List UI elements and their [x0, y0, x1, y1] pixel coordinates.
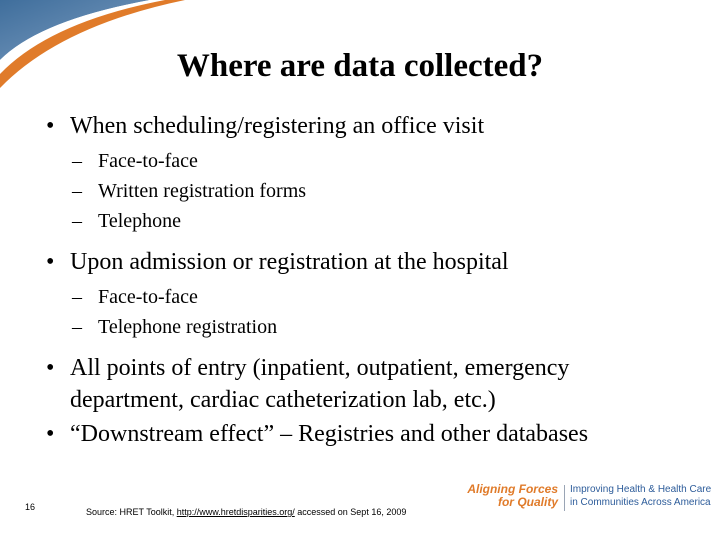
- sub-item: [72, 312, 686, 342]
- sub-text: Face-to-face: [98, 150, 198, 172]
- sub-item: [72, 206, 686, 236]
- bullet-text: Upon admission or registration at the hospital: [70, 249, 509, 275]
- sub-dash: –: [72, 180, 82, 202]
- slide-title: Where are data collected?: [176, 48, 544, 84]
- bullet-list: [46, 110, 686, 458]
- bullet-item: [46, 246, 686, 278]
- sub-text: Telephone: [98, 210, 182, 232]
- sub-list: [46, 146, 686, 236]
- logo-line-2: for Quality: [497, 495, 558, 509]
- bullet-dot: •: [46, 421, 55, 447]
- sub-item: [72, 282, 686, 312]
- source-citation: [86, 507, 406, 517]
- bullet-item: [46, 418, 686, 450]
- aligning-forces-logo: [466, 483, 712, 519]
- sub-item: [72, 176, 686, 206]
- logo-tag-2: in Communities Across America: [570, 497, 711, 508]
- bullet-text: All points of entry (inpatient, outpatient, emergency department, cardiac catheterization lab, etc.): [70, 355, 570, 413]
- sub-text: Written registration forms: [98, 180, 307, 202]
- bullet-text: When scheduling/registering an office visit: [70, 113, 485, 139]
- sub-dash: –: [72, 316, 82, 338]
- source-suffix: accessed on Sept 16, 2009: [294, 507, 407, 517]
- bullet-item: [46, 110, 686, 142]
- slide-number: 16: [25, 502, 36, 512]
- logo-line-1: Aligning Forces: [467, 482, 558, 496]
- source-link[interactable]: http://www.hretdisparities.org/: [176, 507, 295, 517]
- sub-list: [46, 282, 686, 342]
- logo-wordmark: [466, 483, 558, 509]
- bullet-dot: •: [46, 113, 55, 139]
- sub-item: [72, 146, 686, 176]
- bullet-dot: •: [46, 249, 55, 275]
- bullet-text: “Downstream effect” – Registries and other databases: [70, 421, 589, 447]
- sub-dash: –: [72, 210, 82, 232]
- sub-dash: –: [72, 286, 82, 308]
- sub-text: Face-to-face: [98, 286, 198, 308]
- logo-tagline: [570, 483, 712, 509]
- bullet-dot: •: [46, 355, 55, 381]
- logo-tag-1: Improving Health & Health Care: [570, 484, 712, 495]
- bullet-item: [46, 352, 686, 416]
- logo-divider: [564, 485, 565, 511]
- sub-text: Telephone registration: [98, 316, 278, 338]
- sub-dash: –: [72, 150, 82, 172]
- source-prefix: Source: HRET Toolkit,: [86, 507, 177, 517]
